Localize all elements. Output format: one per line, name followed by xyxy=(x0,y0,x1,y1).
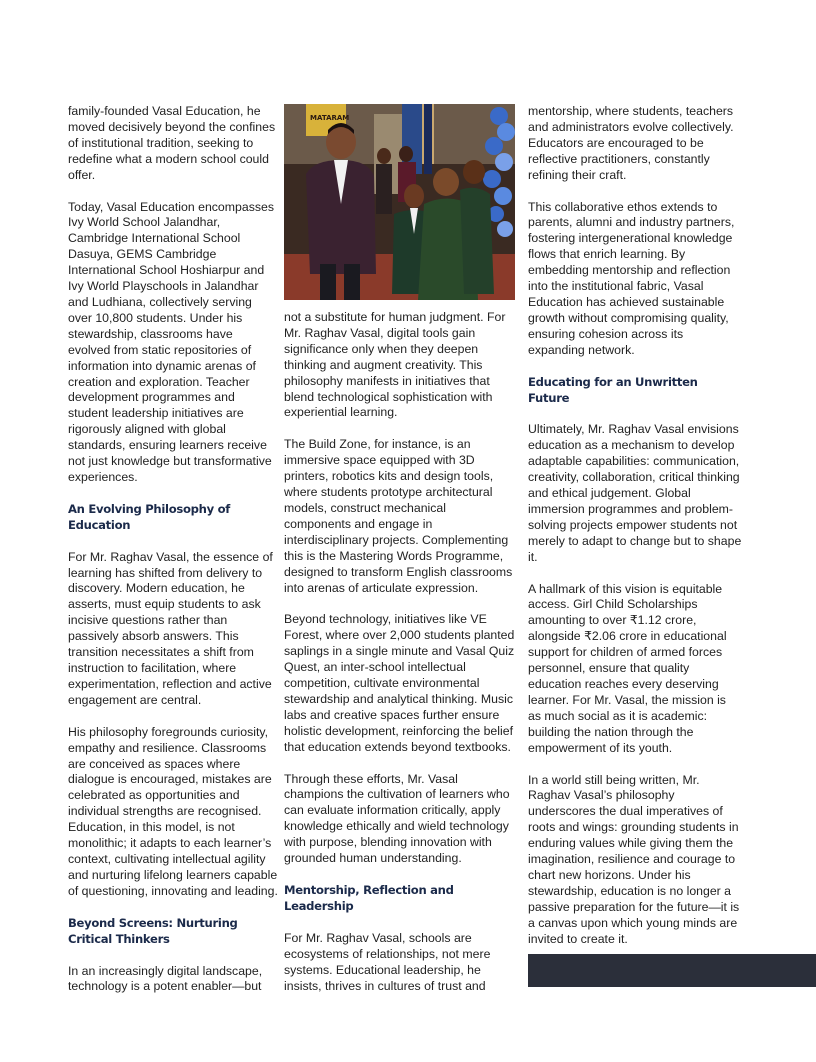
body-paragraph: A hallmark of this vision is equitable access. Girl Child Scholarships amounting to over ₹1.12 crore, alongside ₹2.06 crore in educational support for children of armed forces personnel, ensure that quality education reaches every deserving learner. For Mr. Vasal, the mission is as much social as it is academic: building the nation through the empowerment of its youth. xyxy=(528,581,727,755)
article-photo xyxy=(284,104,515,300)
body-paragraph: family-founded Vasal Education, he moved decisively beyond the confines of institutional tradition, seeking to redefine what a modern school could offer. xyxy=(68,104,276,182)
section-heading: An Evolving Philosophy of Education xyxy=(68,501,230,532)
body-paragraph: In an increasingly digital landscape, technology is a potent enabler—but xyxy=(68,963,263,994)
article-column-2 xyxy=(284,104,515,1010)
body-paragraph: Today, Vasal Education encompasses Ivy World School Jalandhar, Cambridge International School Dasuya, GEMS Cambridge International School Hoshiarpur and Ivy World Playschools in Jalandhar and Ludhiana, collectively serving over 10,800 students. Under his stewardship, classrooms have evolved from static repositories of information into dynamic arenas of creation and exploration. Teacher development programmes and student leadership initiatives are rigorously aligned with global standards, ensuring learners receive not just knowledge but transformative experiences. xyxy=(68,199,274,484)
body-paragraph: His philosophy foregrounds curiosity, empathy and resilience. Classrooms are conceived as spaces where dialogue is encouraged, mistakes are celebrated as opportunities and individual strengths are recognised. Education, in this model, is not monolithic; it adapts to each learner’s context, cultivating intellectual agility and nurturing lifelong learners capable of questioning, innovating and leading. xyxy=(68,724,278,898)
body-paragraph: The Build Zone, for instance, is an immersive space equipped with 3D printers, robotics kits and design tools, where students prototype architectural models, construct mechanical components and engage in interdisciplinary projects. Complementing this is the Mastering Words Programme, designed to transform English classrooms into arenas of articulate expression. xyxy=(284,437,513,595)
body-paragraph: For Mr. Raghav Vasal, schools are ecosystems of relationships, not mere systems. Educational leadership, he insists, thrives in cultures of trust and xyxy=(284,930,491,993)
body-paragraph: not a substitute for human judgment. For Mr. Raghav Vasal, digital tools gain significance only when they deepen thinking and augment creativity. This philosophy manifests in initiatives that blend technological sophistication with experiential learning. xyxy=(284,310,506,420)
section-heading: Mentorship, Reflection and Leadership xyxy=(284,883,454,913)
section-heading: Beyond Screens: Nurturing Critical Thinkers xyxy=(68,915,238,946)
body-paragraph: In a world still being written, Mr. Raghav Vasal’s philosophy underscores the dual imperatives of roots and wings: grounding students in enduring values while giving them the imagination, resilience and courage to chart new horizons. Under his stewardship, education is no longer a passive preparation for the future—it is a canvas upon which young minds are invited to create it. xyxy=(528,772,740,946)
footer-bar xyxy=(528,954,816,987)
body-paragraph: mentorship, where students, teachers and administrators evolve collectively. Educators are encouraged to be reflective practitioners, constantly refining their craft. xyxy=(528,104,734,182)
body-paragraph: For Mr. Raghav Vasal, the essence of learning has shifted from delivery to discovery. Modern education, he asserts, must equip students to ask incisive questions rather than passively absorb answers. This transition necessitates a shift from instruction to facilitation, where experimentation, reflection and active engagement are central. xyxy=(68,549,273,707)
section-heading: Educating for an Unwritten Future xyxy=(528,374,698,405)
body-paragraph: This collaborative ethos extends to parents, alumni and industry partners, fostering intergenerational knowledge flows that enrich learning. By embedding mentorship and reflection into the institutional fabric, Vasal Education has achieved sustainable growth without compromising quality, ensuring cohesion across its expanding network. xyxy=(528,199,735,357)
body-paragraph: Ultimately, Mr. Raghav Vasal envisions education as a mechanism to develop adaptable capabilities: communication, creativity, collaboration, critical thinking and ethical judgement. Global immersion programmes and problem-solving projects empower students not merely to adapt to change but to shape it. xyxy=(528,422,742,564)
body-paragraph: Through these efforts, Mr. Vasal champions the cultivation of learners who can evaluate information critically, apply knowledge ethically and wield technology with purpose, blending innovation with grounded human understanding. xyxy=(284,771,510,866)
banner-text: MATARAM xyxy=(310,114,350,122)
article-column-1 xyxy=(68,104,278,1011)
photo-illustration xyxy=(284,104,515,300)
body-paragraph: Beyond technology, initiatives like VE Forest, where over 2,000 students planted saplings in a single minute and Vasal Quiz Quest, an inter-school intellectual competition, cultivate environmental stewardship and analytical thinking. Music labs and creative spaces further ensure holistic development, reinforcing the belief that education extends beyond textbooks. xyxy=(284,612,515,754)
article-column-3 xyxy=(528,104,742,964)
